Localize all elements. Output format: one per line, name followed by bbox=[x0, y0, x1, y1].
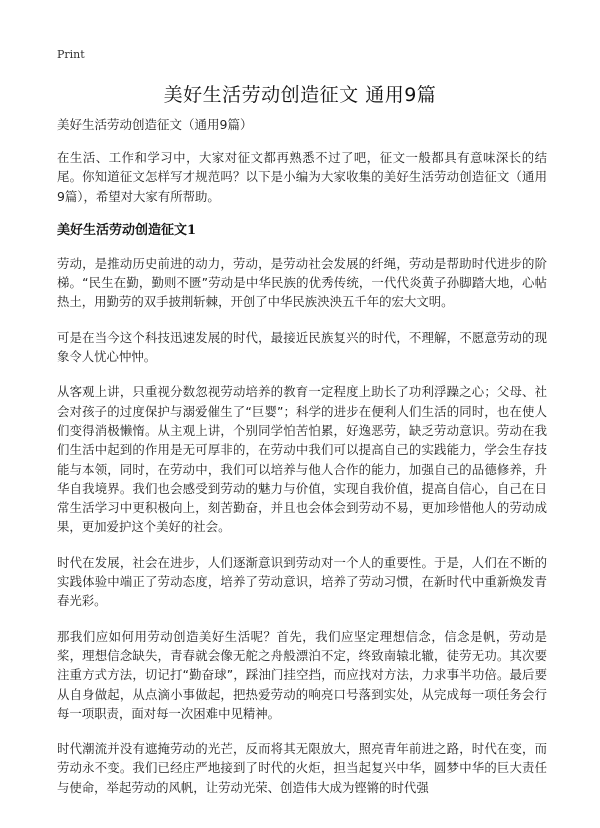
document-body bbox=[57, 116, 547, 813]
print-label: Print bbox=[57, 48, 85, 61]
body-paragraph: 可是在当今这个科技迅速发展的时代，最接近民族复兴的时代，不理解，不愿意劳动的现象令人忧心忡忡。 bbox=[57, 329, 547, 365]
body-paragraph: 时代在发展，社会在进步，人们逐渐意识到劳动对一个人的重要性。于是，人们在不断的实践体验中端正了劳动态度，培养了劳动意识，培养了劳动习惯，在新时代中重新焕发青春光彩。 bbox=[57, 554, 547, 609]
intro-paragraph: 在生活、工作和学习中，大家对征文都再熟悉不过了吧，征文一般都具有意味深长的结尾。你知道征文怎样写才规范吗？以下是小编为大家收集的美好生活劳动创造征文（通用9篇），希望对大家有所帮助。 bbox=[57, 150, 547, 204]
section-heading: 美好生活劳动创造征文1 bbox=[57, 222, 197, 238]
body-paragraph: 劳动，是推动历史前进的动力，劳动，是劳动社会发展的纤绳，劳动是帮助时代进步的阶梯。“民生在勤，勤则不匮”劳动是中华民族的优秀传统，一代代炎黄子孙脚踏大地，心帖热土，用勤劳的双手披荆斩棘，开创了中华民族泱泱五千年的宏大文明。 bbox=[57, 255, 547, 310]
document-subtitle: 美好生活劳动创造征文（通用9篇） bbox=[57, 117, 253, 132]
body-paragraph: 时代潮流并没有遮掩劳动的光芒，反而将其无限放大，照亮青年前进之路，时代在变，而劳动永不变。我们已经庄严地接到了时代的火炬，担当起复兴中华，圆梦中华的巨大责任与使命，举起劳动的风帆，让劳动光荣、创造伟大成为铿锵的时代强 bbox=[57, 741, 547, 795]
document-title: 美好生活劳动创造征文 通用9篇 bbox=[163, 84, 437, 106]
body-paragraph: 从客观上讲，只重视分数忽视劳动培养的教育一定程度上助长了功利浮躁之心；父母、社会对孩子的过度保护与溺爱催生了“巨婴”；科学的进步在便利人们生活的同时，也在使人们变得消极懒惰。从主观上讲，个别同学怕苦怕累，好逸恶劳，缺乏劳动意识。劳动在我们生活中起到的作用是无可厚非的，在劳动中我们可以提高自己的实践能力，学会生存技能与本领，同时，在劳动中，我们可以培养与他人合作的能力，加强自己的品德修养，升华自我境界。我们也会感受到劳动的魅力与价值，实现自我价值，提高自信心，自己在日常生活学习中更积极向上，刻苦勤奋，并且也会体会到劳动不易，更加珍惜他人的劳动成果，更加爱护这个美好的社会。 bbox=[57, 384, 547, 535]
body-paragraph: 那我们应如何用劳动创造美好生活呢？首先，我们应坚定理想信念，信念是帆，劳动是桨，理想信念缺失，青春就会像无舵之舟般漂泊不定，终致南辕北辙，徒劳无功。其次要注重方式方法，切记打“勤奋球”，踩油门挂空挡，而应找对方法，力求事半功倍。最后要从自身做起，从点滴小事做起，把热爱劳动的响亮口号落到实处，从完成每一项任务会行每一项职责，面对每一次困难中见精神。 bbox=[57, 628, 547, 721]
